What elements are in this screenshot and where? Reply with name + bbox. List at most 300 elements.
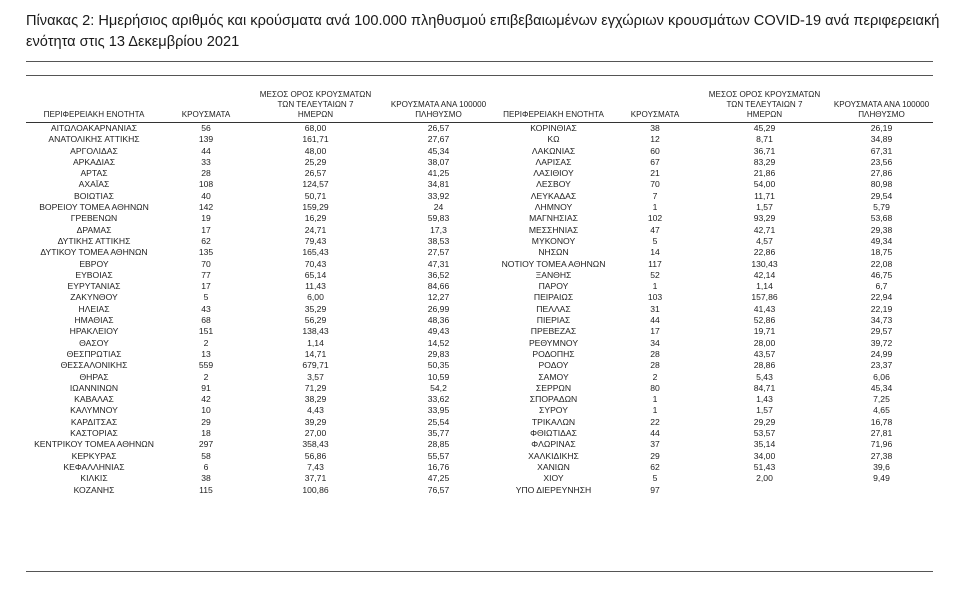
right-region-cell: ΠΑΡΟΥ <box>538 281 569 292</box>
left-avg-cell: 100,86 <box>302 484 329 495</box>
right-region-cell: ΣΑΜΟΥ <box>538 371 569 382</box>
right-per100k-cell: 9,49 <box>873 473 890 484</box>
table-body <box>26 123 933 496</box>
header-per100k-line1: ΚΡΟΥΣΜΑΤΑ ΑΝΑ 100000 <box>390 100 487 109</box>
left-region-cell: ΘΕΣΠΡΩΤΙΑΣ <box>66 348 122 359</box>
left-cases-cell: 43 <box>201 303 211 314</box>
right-region-cell: ΠΙΕΡΙΑΣ <box>536 315 571 326</box>
table-row <box>26 202 933 213</box>
right-avg-cell: 45,29 <box>753 123 776 133</box>
cases-table <box>26 83 933 496</box>
table-row <box>26 304 933 315</box>
right-avg-cell: 29,29 <box>753 416 776 427</box>
table-row <box>26 157 933 168</box>
left-region-cell: ΕΒΡΟΥ <box>79 258 109 269</box>
left-cases-cell: 29 <box>201 416 211 427</box>
table-row <box>26 405 933 416</box>
right-cases-cell: 80 <box>650 382 660 393</box>
left-per100k-cell: 28,85 <box>427 439 450 450</box>
right-region-cell: ΠΕΛΛΑΣ <box>536 303 571 314</box>
right-per100k-cell: 7,25 <box>873 394 890 405</box>
right-per100k-cell: 39,6 <box>873 461 890 472</box>
left-region-cell: ΚΑΡΔΙΤΣΑΣ <box>70 416 118 427</box>
left-cases-cell: 62 <box>201 235 211 246</box>
right-avg-cell: 8,71 <box>756 134 773 145</box>
table-row <box>26 247 933 258</box>
right-region-cell: ΛΕΥΚΑΔΑΣ <box>530 190 577 201</box>
right-region-cell: ΛΑΡΙΣΑΣ <box>535 156 572 167</box>
right-per100k-cell: 23,56 <box>870 156 893 167</box>
left-per100k-cell: 33,92 <box>427 190 450 201</box>
right-avg-cell: 93,29 <box>753 213 776 224</box>
right-region-cell: ΡΟΔΟΠΗΣ <box>532 348 575 359</box>
left-avg-cell: 358,43 <box>302 439 329 450</box>
right-avg-cell: 19,71 <box>753 326 776 337</box>
left-avg-cell: 3,57 <box>307 371 324 382</box>
left-avg-cell: 70,43 <box>304 258 327 269</box>
table-row <box>26 134 933 145</box>
header-avg-line1: ΜΕΣΟΣ ΟΡΟΣ ΚΡΟΥΣΜΑΤΩΝ <box>708 90 821 99</box>
table-row <box>26 326 933 337</box>
right-region-cell: ΣΕΡΡΩΝ <box>535 382 572 393</box>
header-avg-left <box>250 83 381 123</box>
right-avg-cell: 34,00 <box>753 450 776 461</box>
left-region-cell: ΔΥΤΙΚΗΣ ΑΤΤΙΚΗΣ <box>57 235 131 246</box>
left-per100k-cell: 36,52 <box>427 269 450 280</box>
right-region-cell: ΛΕΣΒΟΥ <box>536 179 571 190</box>
left-region-cell: ΔΡΑΜΑΣ <box>76 224 112 235</box>
right-avg-cell: 42,71 <box>753 224 776 235</box>
table-row <box>26 259 933 270</box>
table-row <box>26 439 933 450</box>
right-cases-cell: 1 <box>652 281 658 292</box>
right-region-cell: ΜΑΓΝΗΣΙΑΣ <box>529 213 578 224</box>
left-cases-cell: 135 <box>198 247 214 258</box>
left-cases-cell: 10 <box>201 405 211 416</box>
left-avg-cell: 65,14 <box>304 269 327 280</box>
right-per100k-cell: 80,98 <box>870 179 893 190</box>
left-avg-cell: 14,71 <box>304 348 327 359</box>
right-region-cell: ΧΑΛΚΙΔΙΚΗΣ <box>528 450 579 461</box>
left-per100k-cell: 17,3 <box>430 224 447 235</box>
right-per100k-cell: 22,08 <box>870 258 893 269</box>
left-per100k-cell: 76,57 <box>427 484 450 495</box>
right-avg-cell: 28,86 <box>753 360 776 371</box>
right-avg-cell <box>699 485 830 496</box>
left-cases-cell: 56 <box>201 123 211 133</box>
right-cases-cell: 62 <box>650 461 660 472</box>
right-per100k-cell: 18,75 <box>870 247 893 258</box>
right-region-cell: ΧΑΝΙΩΝ <box>537 461 570 472</box>
left-avg-cell: 79,43 <box>304 235 327 246</box>
left-avg-cell: 11,43 <box>305 281 326 292</box>
right-region-cell: ΛΑΣΙΘΙΟΥ <box>533 168 574 179</box>
left-per100k-cell: 14,52 <box>427 337 450 348</box>
right-per100k-cell: 71,96 <box>870 439 893 450</box>
right-per100k-cell: 22,94 <box>870 292 893 303</box>
table-caption: Πίνακας 2: Ημερήσιος αριθμός και κρούσματα ανά 100.000 πληθυσμού επιβεβαιωμένων εγχώριων κρουσμάτων COVID-19 ανά περιφερειακή ενότητα στις 13 Δεκεμβρίου 2021 <box>26 13 940 50</box>
left-region-cell: ΘΑΣΟΥ <box>79 337 109 348</box>
header-per100k-line2: ΠΛΗΘΥΣΜΟ <box>858 110 905 119</box>
right-avg-cell: 11,71 <box>754 190 775 201</box>
header-cases-left: ΚΡΟΥΣΜΑΤΑ <box>162 83 250 123</box>
left-per100k-cell: 24 <box>433 202 444 213</box>
right-avg-cell: 1,43 <box>756 394 773 405</box>
right-avg-cell: 157,86 <box>751 292 778 303</box>
right-per100k-cell: 29,57 <box>870 326 893 337</box>
right-region-cell: ΞΑΝΘΗΣ <box>535 269 572 280</box>
header-per100k-right <box>830 83 933 123</box>
right-region-cell: ΜΥΚΟΝΟΥ <box>531 235 576 246</box>
header-region-right: ΠΕΡΙΦΕΡΕΙΑΚΗ ΕΝΟΤΗΤΑ <box>496 83 611 123</box>
right-cases-cell: 21 <box>650 168 660 179</box>
right-avg-cell: 4,57 <box>756 235 773 246</box>
left-cases-cell: 19 <box>201 213 211 224</box>
right-cases-cell: 2 <box>652 371 658 382</box>
right-avg-cell: 53,57 <box>753 428 776 439</box>
right-cases-cell: 37 <box>650 439 660 450</box>
table-row <box>26 179 933 190</box>
right-avg-cell: 1,14 <box>756 281 773 292</box>
header-region-left: ΠΕΡΙΦΕΡΕΙΑΚΗ ΕΝΟΤΗΤΑ <box>26 83 162 123</box>
left-region-cell: ΓΡΕΒΕΝΩΝ <box>70 213 118 224</box>
right-per100k-cell: 26,19 <box>870 123 893 133</box>
right-region-cell: ΠΡΕΒΕΖΑΣ <box>530 326 577 337</box>
right-avg-cell: 52,86 <box>753 315 776 326</box>
left-per100k-cell: 41,25 <box>427 168 450 179</box>
left-cases-cell: 151 <box>198 326 214 337</box>
left-avg-cell: 38,29 <box>304 394 327 405</box>
header-cases-right: ΚΡΟΥΣΜΑΤΑ <box>611 83 699 123</box>
left-per100k-cell: 33,62 <box>427 394 450 405</box>
left-cases-cell: 5 <box>203 292 209 303</box>
right-avg-cell: 54,00 <box>753 179 776 190</box>
header-top-rule <box>26 75 933 76</box>
left-cases-cell: 6 <box>203 461 209 472</box>
right-per100k-cell: 45,34 <box>870 382 893 393</box>
table-row <box>26 191 933 202</box>
table-row <box>26 338 933 349</box>
left-per100k-cell: 27,67 <box>427 134 450 145</box>
left-cases-cell: 58 <box>201 450 211 461</box>
right-region-cell: ΝΟΤΙΟΥ ΤΟΜΕΑ ΑΘΗΝΩΝ <box>501 258 606 269</box>
left-region-cell: ΚΑΣΤΟΡΙΑΣ <box>70 428 118 439</box>
left-cases-cell: 68 <box>201 315 211 326</box>
right-per100k-cell: 27,38 <box>870 450 893 461</box>
right-per100k-cell: 34,73 <box>870 315 893 326</box>
right-avg-cell: 83,29 <box>753 156 776 167</box>
right-avg-cell: 5,43 <box>756 371 773 382</box>
left-region-cell: ΙΩΑΝΝΙΝΩΝ <box>69 382 119 393</box>
left-region-cell: ΚΑΒΑΛΑΣ <box>74 394 114 405</box>
left-cases-cell: 18 <box>201 428 211 439</box>
right-per100k-cell: 23,37 <box>870 360 893 371</box>
left-cases-cell: 42 <box>201 394 211 405</box>
table-row <box>26 292 933 303</box>
header-avg-right <box>699 83 830 123</box>
right-avg-cell: 130,43 <box>751 258 778 269</box>
left-per100k-cell: 26,99 <box>427 303 450 314</box>
left-per100k-cell: 47,25 <box>427 473 450 484</box>
left-avg-cell: 161,71 <box>302 134 329 145</box>
left-region-cell: ΕΥΒΟΙΑΣ <box>75 269 113 280</box>
left-per100k-cell: 29,83 <box>427 348 450 359</box>
left-avg-cell: 39,29 <box>304 416 327 427</box>
left-cases-cell: 139 <box>198 134 214 145</box>
left-per100k-cell: 84,66 <box>427 281 450 292</box>
left-region-cell: ΑΡΤΑΣ <box>80 168 108 179</box>
right-region-cell: ΡΟΔΟΥ <box>538 360 569 371</box>
left-avg-cell: 71,29 <box>304 382 327 393</box>
left-cases-cell: 559 <box>198 360 214 371</box>
left-cases-cell: 38 <box>201 473 211 484</box>
left-per100k-cell: 48,36 <box>427 315 450 326</box>
table-row <box>26 349 933 360</box>
table-row <box>26 236 933 247</box>
header-avg-line2: ΤΩΝ ΤΕΛΕΥΤΑΙΩΝ 7 <box>277 100 354 109</box>
right-per100k-cell: 6,7 <box>875 281 888 292</box>
left-cases-cell: 142 <box>198 202 214 213</box>
left-avg-cell: 124,57 <box>302 179 329 190</box>
right-region-cell: ΥΠΟ ΔΙΕΡΕΥΝΗΣΗ <box>515 484 592 495</box>
left-avg-cell: 138,43 <box>302 326 329 337</box>
left-cases-cell: 108 <box>198 179 214 190</box>
right-cases-cell: 34 <box>650 337 660 348</box>
right-cases-cell: 17 <box>650 326 660 337</box>
left-per100k-cell: 26,57 <box>427 123 450 133</box>
right-per100k-cell: 5,79 <box>873 202 890 213</box>
left-avg-cell: 37,71 <box>304 473 327 484</box>
right-cases-cell: 44 <box>650 315 660 326</box>
right-cases-cell: 1 <box>652 202 658 213</box>
left-region-cell: ΒΟΡΕΙΟΥ ΤΟΜΕΑ ΑΘΗΝΩΝ <box>39 202 149 213</box>
left-region-cell: ΚΕΡΚΥΡΑΣ <box>71 450 117 461</box>
right-region-cell: ΡΕΘΥΜΝΟΥ <box>528 337 579 348</box>
right-per100k-cell: 6,06 <box>873 371 890 382</box>
table-row <box>26 225 933 236</box>
left-per100k-cell: 35,77 <box>427 428 450 439</box>
right-region-cell: ΚΟΡΙΝΘΙΑΣ <box>530 123 577 133</box>
right-region-cell: ΠΕΙΡΑΙΩΣ <box>533 292 574 303</box>
left-cases-cell: 17 <box>201 224 211 235</box>
table-row <box>26 360 933 371</box>
right-cases-cell: 38 <box>650 123 660 133</box>
left-avg-cell: 56,86 <box>304 450 327 461</box>
left-per100k-cell: 59,83 <box>427 213 450 224</box>
left-region-cell: ΑΧΑΪΑΣ <box>78 179 110 190</box>
right-avg-cell: 51,43 <box>753 461 776 472</box>
right-cases-cell: 67 <box>650 156 660 167</box>
right-cases-cell: 12 <box>650 134 660 145</box>
table-row <box>26 315 933 326</box>
left-cases-cell: 70 <box>201 258 211 269</box>
header-per100k-line2: ΠΛΗΘΥΣΜΟ <box>415 110 462 119</box>
right-cases-cell: 14 <box>650 247 660 258</box>
right-cases-cell: 52 <box>650 269 660 280</box>
right-per100k-cell: 29,38 <box>870 224 893 235</box>
header-avg-line2: ΤΩΝ ΤΕΛΕΥΤΑΙΩΝ 7 <box>726 100 803 109</box>
left-region-cell: ΑΝΑΤΟΛΙΚΗΣ ΑΤΤΙΚΗΣ <box>48 134 140 145</box>
right-avg-cell: 42,14 <box>753 269 776 280</box>
left-avg-cell: 48,00 <box>304 145 327 156</box>
right-per100k-cell: 27,81 <box>870 428 893 439</box>
left-cases-cell: 115 <box>199 484 213 495</box>
table-row <box>26 428 933 439</box>
left-avg-cell: 27,00 <box>304 428 327 439</box>
right-per100k-cell: 27,86 <box>870 168 893 179</box>
left-per100k-cell: 55,57 <box>427 450 450 461</box>
left-region-cell: ΚΟΖΑΝΗΣ <box>73 484 115 495</box>
table-row <box>26 168 933 179</box>
left-per100k-cell: 27,57 <box>427 247 450 258</box>
table-row <box>26 383 933 394</box>
right-cases-cell: 102 <box>647 213 663 224</box>
right-region-cell: ΛΑΚΩΝΙΑΣ <box>531 145 576 156</box>
right-avg-cell: 2,00 <box>756 473 773 484</box>
left-per100k-cell: 33,95 <box>427 405 450 416</box>
left-cases-cell: 2 <box>203 337 209 348</box>
left-avg-cell: 16,29 <box>304 213 327 224</box>
right-cases-cell: 28 <box>650 360 660 371</box>
right-cases-cell: 97 <box>650 484 660 495</box>
right-cases-cell: 44 <box>650 428 660 439</box>
left-region-cell: ΕΥΡΥΤΑΝΙΑΣ <box>67 281 121 292</box>
left-region-cell: ΔΥΤΙΚΟΥ ΤΟΜΕΑ ΑΘΗΝΩΝ <box>40 247 148 258</box>
header-per100k-line1: ΚΡΟΥΣΜΑΤΑ ΑΝΑ 100000 <box>833 100 930 109</box>
left-region-cell: ΚΕΝΤΡΙΚΟΥ ΤΟΜΕΑ ΑΘΗΝΩΝ <box>34 439 154 450</box>
header-avg-line1: ΜΕΣΟΣ ΟΡΟΣ ΚΡΟΥΣΜΑΤΩΝ <box>259 90 372 99</box>
right-cases-cell: 22 <box>650 416 660 427</box>
right-avg-cell: 43,57 <box>753 348 776 359</box>
left-avg-cell: 165,43 <box>302 247 329 258</box>
left-region-cell: ΚΕΦΑΛΛΗΝΙΑΣ <box>63 461 125 472</box>
right-region-cell: ΝΗΣΩΝ <box>538 247 569 258</box>
left-cases-cell: 44 <box>201 145 211 156</box>
right-region-cell: ΚΩ <box>547 134 560 145</box>
left-region-cell: ΘΗΡΑΣ <box>79 371 109 382</box>
left-cases-cell: 17 <box>201 281 211 292</box>
left-cases-cell: 91 <box>201 382 211 393</box>
right-cases-cell: 28 <box>650 348 660 359</box>
table-row <box>26 372 933 383</box>
left-per100k-cell: 49,43 <box>427 326 450 337</box>
right-per100k-cell: 4,65 <box>873 405 890 416</box>
right-cases-cell: 7 <box>652 190 658 201</box>
right-cases-cell: 60 <box>650 145 660 156</box>
right-cases-cell: 29 <box>650 450 660 461</box>
table-row <box>26 451 933 462</box>
left-per100k-cell: 50,35 <box>427 360 450 371</box>
table-row <box>26 473 933 484</box>
right-per100k-cell: 39,72 <box>870 337 893 348</box>
left-avg-cell: 679,71 <box>302 360 329 371</box>
right-per100k-cell: 24,99 <box>870 348 893 359</box>
table-row <box>26 394 933 405</box>
table-header-row <box>26 83 933 123</box>
right-cases-cell: 70 <box>650 179 660 190</box>
right-cases-cell: 47 <box>650 224 660 235</box>
right-per100k-cell: 53,68 <box>870 213 893 224</box>
right-region-cell: ΦΘΙΩΤΙΔΑΣ <box>530 428 577 439</box>
right-per100k-cell: 46,75 <box>870 269 893 280</box>
right-cases-cell: 5 <box>652 473 658 484</box>
right-per100k-cell <box>830 485 933 496</box>
right-per100k-cell: 16,78 <box>870 416 893 427</box>
left-cases-cell: 33 <box>201 156 211 167</box>
left-avg-cell: 56,29 <box>304 315 327 326</box>
left-region-cell: ΗΛΕΙΑΣ <box>78 303 110 314</box>
right-cases-cell: 5 <box>652 235 658 246</box>
left-per100k-cell: 47,31 <box>427 258 450 269</box>
right-per100k-cell: 29,54 <box>870 190 893 201</box>
table-row <box>26 417 933 428</box>
right-avg-cell: 21,86 <box>753 168 776 179</box>
left-avg-cell: 50,71 <box>304 190 327 201</box>
left-region-cell: ΑΡΚΑΔΙΑΣ <box>72 156 116 167</box>
right-cases-cell: 103 <box>647 292 663 303</box>
right-avg-cell: 84,71 <box>753 382 776 393</box>
left-avg-cell: 26,57 <box>304 168 327 179</box>
right-avg-cell: 1,57 <box>756 202 773 213</box>
right-cases-cell: 1 <box>652 394 658 405</box>
left-cases-cell: 297 <box>198 439 214 450</box>
right-cases-cell: 117 <box>648 258 662 269</box>
right-per100k-cell: 67,31 <box>870 145 893 156</box>
left-per100k-cell: 45,34 <box>427 145 450 156</box>
left-avg-cell: 1,14 <box>307 337 324 348</box>
left-per100k-cell: 38,53 <box>427 235 450 246</box>
right-avg-cell: 35,14 <box>753 439 776 450</box>
right-per100k-cell: 34,89 <box>870 134 893 145</box>
left-cases-cell: 40 <box>201 190 211 201</box>
top-rule <box>26 61 933 62</box>
table-row <box>26 123 933 135</box>
left-per100k-cell: 16,76 <box>427 461 450 472</box>
left-region-cell: ΒΟΙΩΤΙΑΣ <box>74 190 114 201</box>
left-per100k-cell: 10,59 <box>427 371 450 382</box>
left-per100k-cell: 38,07 <box>427 156 450 167</box>
header-per100k-left <box>381 83 496 123</box>
left-avg-cell: 7,43 <box>307 461 324 472</box>
right-avg-cell: 22,86 <box>753 247 776 258</box>
left-cases-cell: 2 <box>203 371 209 382</box>
left-avg-cell: 24,71 <box>304 224 327 235</box>
left-region-cell: ΚΑΛΥΜΝΟΥ <box>70 405 118 416</box>
right-region-cell: ΧΙΟΥ <box>543 473 564 484</box>
right-cases-cell: 31 <box>650 303 660 314</box>
header-avg-line3: ΗΜΕΡΩΝ <box>297 110 334 119</box>
bottom-rule <box>26 571 933 572</box>
left-region-cell: ΑΡΓΟΛΙΔΑΣ <box>70 145 118 156</box>
left-avg-cell: 159,29 <box>302 202 329 213</box>
right-region-cell: ΣΥΡΟΥ <box>539 405 568 416</box>
table-row <box>26 281 933 292</box>
left-region-cell: ΗΜΑΘΙΑΣ <box>74 315 114 326</box>
right-region-cell: ΛΗΜΝΟΥ <box>534 202 573 213</box>
header-avg-line3: ΗΜΕΡΩΝ <box>746 110 783 119</box>
table-row <box>26 213 933 224</box>
left-per100k-cell: 12,27 <box>427 292 450 303</box>
left-per100k-cell: 25,54 <box>427 416 450 427</box>
right-cases-cell: 1 <box>652 405 658 416</box>
table-row <box>26 485 933 496</box>
right-per100k-cell: 22,19 <box>870 303 893 314</box>
left-avg-cell: 6,00 <box>307 292 324 303</box>
left-region-cell: ΑΙΤΩΛΟΑΚΑΡΝΑΝΙΑΣ <box>50 123 138 133</box>
left-region-cell: ΚΙΛΚΙΣ <box>80 473 108 484</box>
right-region-cell: ΦΛΩΡΙΝΑΣ <box>531 439 576 450</box>
right-region-cell: ΤΡΙΚΑΛΩΝ <box>531 416 576 427</box>
